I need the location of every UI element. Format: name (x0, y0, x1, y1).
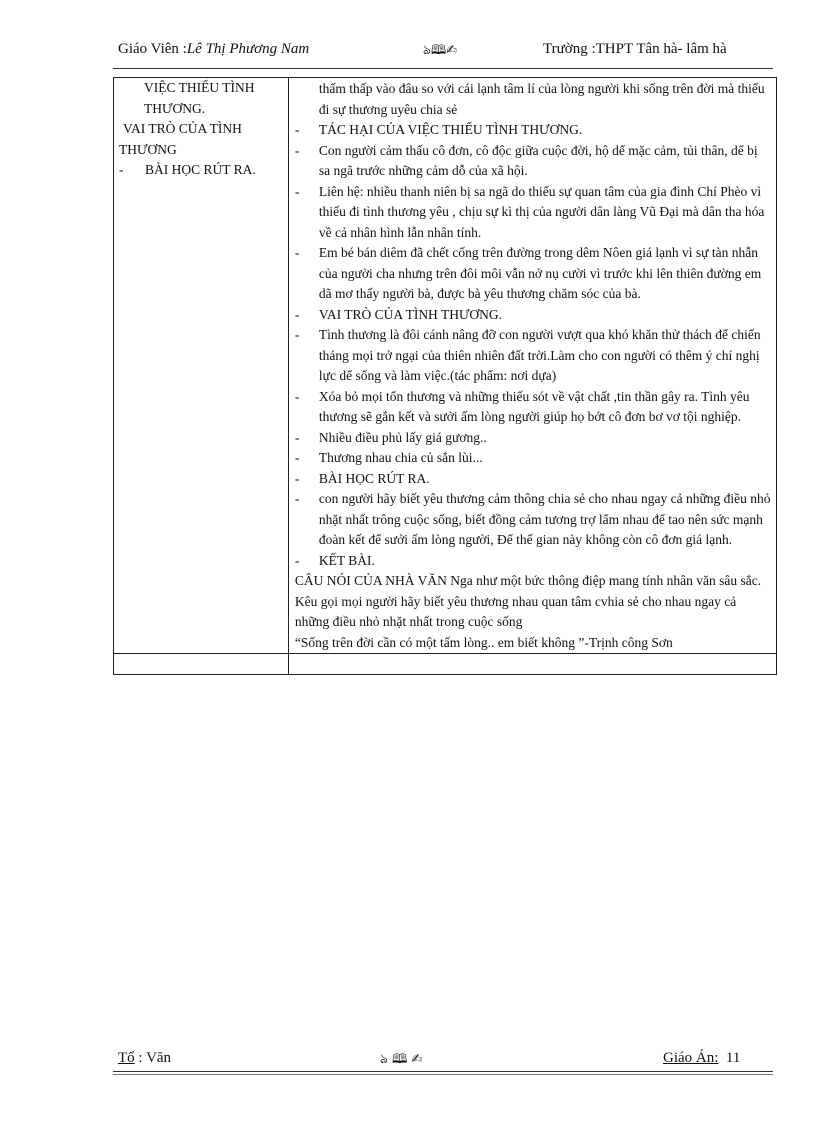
content-bullet (289, 120, 776, 141)
content-list (289, 78, 776, 653)
bullet-dash: - (294, 429, 300, 445)
outline-item: VAI TRÒ CỦA TÌNH (123, 121, 242, 136)
bullet-dash: - (294, 388, 300, 404)
teacher-name: Lê Thị Phương Nam (186, 41, 310, 57)
bullet-dash: - (294, 306, 300, 322)
content-text: Liên hệ: nhiều thanh niên bị sa ngã do thiếu sự quan tâm của gia đình Chí Phèo vì thiếu đi tình thương yêu , chịu sự kì thị của người dân làng Vũ Đại mà dân tha hóa về cả nhân hình lẫn nhân tính. (318, 183, 765, 240)
outline-item-dash (114, 160, 288, 181)
content-bullet (289, 243, 776, 305)
bullet-dash: - (294, 327, 300, 342)
content-text: Xóa bỏ mọi tổn thương và những thiếu sót về vật chất ,tin thần gây ra. Tình yêu thương sẽ gắn kết và sưởi ấm lòng người giúp họ bớt cô đơn bơ vơ tội nghiệp. (318, 388, 750, 424)
bullet-dash: - (294, 122, 300, 137)
school-name: Trường :THPT Tân hà- lâm hà (543, 41, 727, 57)
outline-item: THƯƠNG. (144, 100, 206, 116)
department-value: : Văn (138, 1050, 172, 1066)
lesson-plan-label: Giáo Án: (663, 1050, 719, 1066)
content-paragraph: “Sống trên đời cần có một tấm lòng.. em biết không ”-Trịnh công Sơn (294, 634, 673, 650)
content-text: BÀI HỌC RÚT RA. (318, 470, 430, 486)
lesson-plan-number (663, 1050, 740, 1067)
content-bullet (289, 141, 776, 182)
empty-cell (114, 654, 289, 675)
content-text: Nhiều điều phủ lấy giá gương.. (318, 429, 487, 445)
content-text: VAI TRÒ CỦA TÌNH THƯƠNG. (318, 306, 503, 322)
content-bullet (289, 325, 776, 387)
department (118, 1050, 171, 1067)
bullet-dash: - (294, 491, 300, 506)
bullet-dash: - (294, 245, 300, 260)
content-bullet (289, 387, 776, 428)
content-paragraph: thấm thấp vào đâu so với cái lạnh tâm lí của lòng người khi sống trên đời mà thiếu đi sự thương uyêu chia sẻ (318, 81, 765, 117)
bullet-dash: - (294, 552, 300, 568)
bullet-dash: - (294, 183, 300, 199)
content-text: TÁC HẠI CỦA VIỆC THIẾU TÌNH THƯƠNG. (318, 122, 583, 137)
lesson-plan-value: 11 (725, 1050, 741, 1066)
bullet-dash: - (119, 162, 124, 177)
table-row-empty (114, 654, 777, 675)
content-text: Em bé bán diêm đã chết cống trên đường trong dêm Nôen giá lạnh vì sự tàn nhẫn của người cha nhưng trên đôi môi vẫn nở nụ cười vì trước khi lên thiên đường em dã mơ thấy người bà, được bà yêu thương chăm sóc của bà. (318, 245, 762, 301)
outline-column (114, 78, 289, 654)
bullet-dash: - (294, 450, 300, 465)
content-text: Tình thương là đôi cánh nâng đỡ con người vượt qua khó khăn thử thách để chiến tháng mọi trở ngại của thiên nhiên đất trời.Làm cho con người có thêm ý chí nghị lực dể sống và làm việc.(tác phẩm: nơi dựa) (318, 327, 761, 383)
content-paragraph: CÂU NÓI CỦA NHÀ VĂN Nga như một bức thông điệp mang tính nhân văn sâu sắc. Kêu gọi mọi người hãy biết yêu thương nhau quan tâm cvhia sẻ cho nhau ngay cả những điều nhỏ nhặt nhất trong cuộc sống (294, 573, 762, 629)
content-bullet (289, 182, 776, 244)
content-text: KẾT BÀI. (318, 552, 375, 568)
lesson-table (113, 77, 777, 675)
content-bullet (289, 489, 776, 551)
content-bullet (289, 551, 776, 572)
content-column (288, 78, 776, 654)
department-label: Tổ (118, 1050, 135, 1066)
content-bullet (289, 448, 776, 469)
table-row (114, 78, 777, 654)
empty-cell (288, 654, 776, 675)
content-bullet (289, 469, 776, 490)
teacher-info (118, 41, 309, 58)
content-bullet (289, 428, 776, 449)
footer-ornament: ঌ 🕮 ✍ (380, 1052, 423, 1067)
header-ornament: ঌ🕮✍ (423, 43, 458, 58)
content-text: Con người cảm thấu cô đơn, cô độc giữa cuộc đời, hộ dể mặc cảm, tủi thân, dể bị sa ngã trước những cảm dỗ của xã hội. (318, 142, 758, 178)
footer-divider-secondary (113, 1074, 773, 1075)
content-text: con người hãy biết yêu thương cảm thông chia sẻ cho nhau ngay cả những điều nhỏ nhặt nhất trông cuộc sống, biết đồng cảm tương trợ lẩm nhau để tao nên sức mạnh đoàn kết để sưởi ấm lòng người, Để thế gian này không còn cô đơn giá lạnh. (318, 491, 771, 547)
header-divider (113, 68, 773, 69)
outline-item: THƯƠNG (119, 141, 177, 157)
page-footer (118, 1050, 773, 1072)
bullet-dash: - (294, 470, 300, 486)
outline-item: BÀI HỌC RÚT RA. (145, 162, 256, 177)
teacher-label: Giáo Viên : (118, 41, 187, 57)
bullet-dash: - (294, 142, 300, 158)
page-header (118, 41, 768, 65)
content-text: Thương nhau chia củ sắn lùi... (318, 450, 483, 465)
content-bullet (289, 305, 776, 326)
footer-divider (113, 1071, 773, 1072)
outline-item: VIỆC THIẾU TÌNH (144, 80, 255, 95)
